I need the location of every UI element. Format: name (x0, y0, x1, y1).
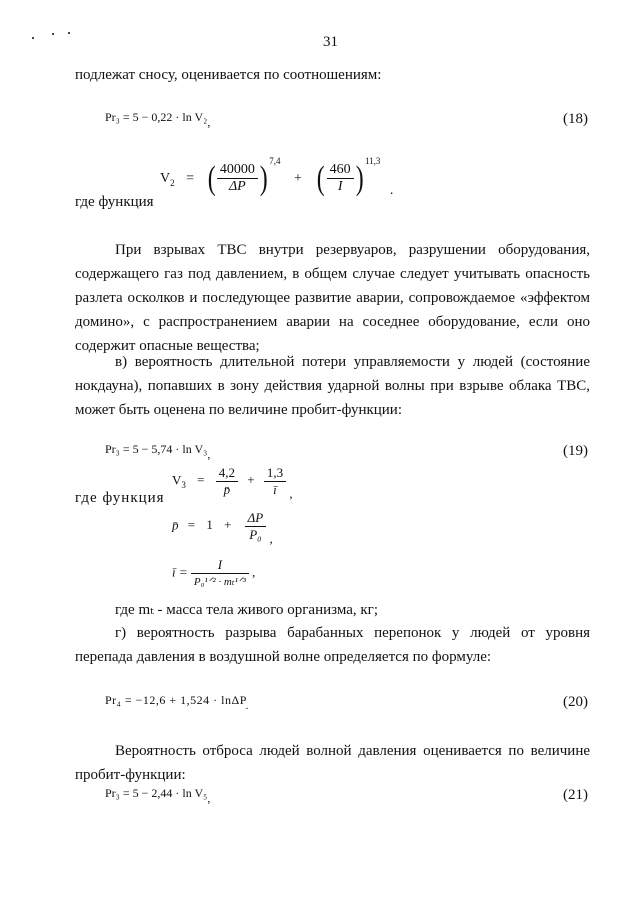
equation-18-number: (18) (563, 111, 588, 127)
equation-19-number: (19) (563, 443, 588, 459)
equation-19-i-bar: ī = $\frac{I}{\text{P₀¹ᐟ² · mₜ¹ᐟ³}}$ , (172, 557, 256, 588)
paragraph-eardrum: г) вероятность разрыва барабанных перепонок у людей от уровня перепада давления в воздушной волне определяется по формуле: (75, 625, 590, 665)
scan-speck (52, 33, 54, 35)
scan-speck (68, 32, 70, 34)
equation-18: Pr₃ = 5 − 0,22 · ln V₂, (105, 110, 211, 129)
page-number: 31 (323, 34, 338, 50)
paragraph-throwback: Вероятность отброса людей волной давления оценивается по величине пробит-функции: (75, 743, 590, 783)
equation-19-function: $V_3$ = $\frac{4,2}{p̄}$ + $\frac{1,3}{ī}$ , (172, 465, 293, 502)
equation-18-function: $V_2$ = ( $\frac{40000}{\Delta P}$ ) $^{7,4}$ + ( $\frac{460}{I}$ ) $^{11,3}$ . (160, 156, 394, 198)
equation-21: Pr₃ = 5 − 2,44 · ln V₅, (105, 786, 211, 805)
paragraph-tvs-explosion: При взрывах ТВС внутри резервуаров, разрушении оборудования, содержащего газ под давлением, в общем случае следует учитывать опасность разлета осколков и последующее развитие аварии, сопровождаемое «эффектом домино», с распространением аварии на соседнее оборудование, если оно содержит опасные вещества; (75, 242, 590, 354)
equation-20: Pr₄ = −12,6 + 1,524 · lnΔP. (105, 693, 250, 712)
equation-19-where: где функция (75, 490, 165, 506)
intro-line: подлежат сносу, оценивается по соотношениям: (75, 67, 382, 83)
equation-21-number: (21) (563, 787, 588, 803)
equation-18-where: где функция (75, 194, 154, 210)
mass-definition: где mₜ - масса тела живого организма, кг; (115, 602, 378, 618)
paragraph-knockdown: в) вероятность длительной потери управляемости у людей (состояние нокдауна), попавших в зону действия ударной волны при взрыве облака ТВС, может быть оценена по величине пробит-функции: (75, 354, 590, 418)
equation-20-number: (20) (563, 694, 588, 710)
scan-speck (32, 37, 34, 39)
equation-19: Pr₃ = 5 − 5,74 · ln V₃, (105, 442, 211, 461)
equation-19-p-bar: p̄ = 1 + $\frac{\Delta P}{\text{P₀}}$ , (172, 510, 273, 547)
